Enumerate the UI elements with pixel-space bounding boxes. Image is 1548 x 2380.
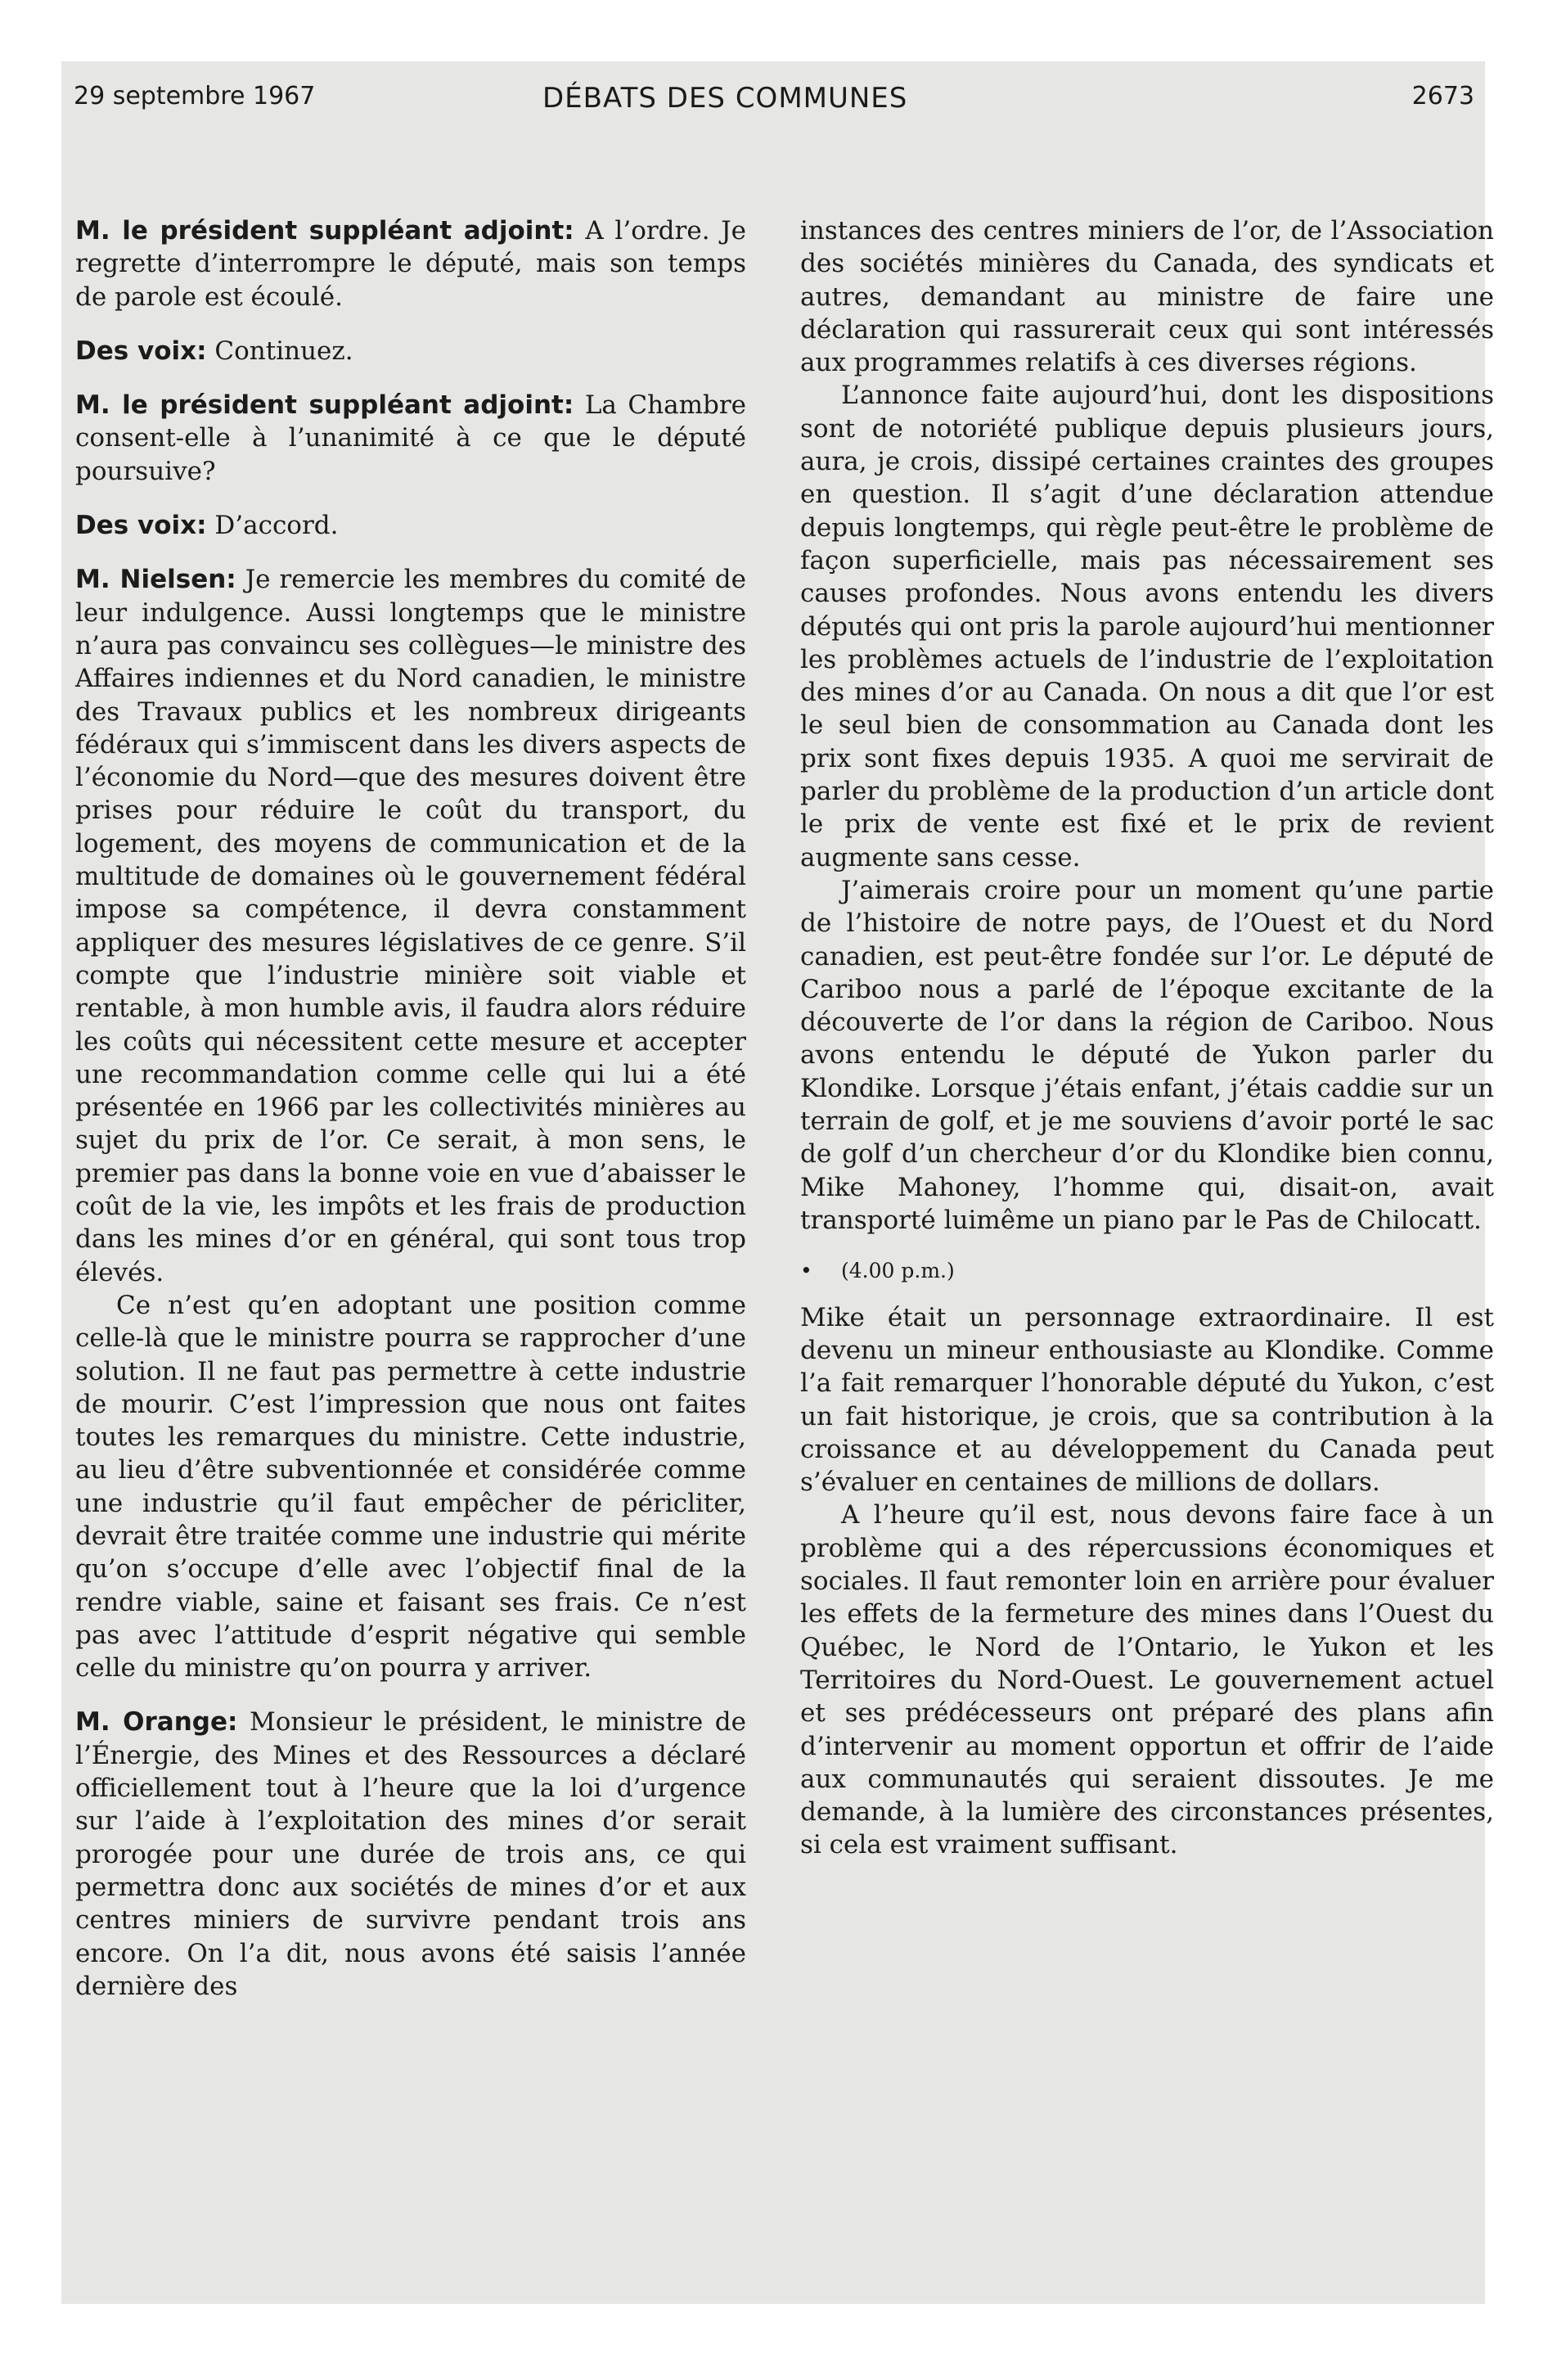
speaker-name: M. le président suppléant adjoint:	[75, 216, 574, 246]
time-text: (4.00 p.m.)	[841, 1259, 955, 1283]
speaker-name: M. Orange:	[75, 1707, 238, 1738]
paragraph	[75, 335, 746, 367]
paragraph	[800, 1499, 1494, 1861]
paragraph-text: Ce n’est qu’en adoptant une position comme celle-là que le ministre pourra se rapprocher d’une solution. Il ne faut pas permettre à cette industrie de mourir. C’est l’impression que nous ont faites toutes les remarques du ministre. Cette industrie, au lieu d’être subventionnée et considérée comme une industrie qu’il faut empêcher de péricliter, devrait être traitée comme une industrie qui mérite qu’on s’occupe d’elle avec l’objectif final de la rendre viable, saine et faisant ses frais. Ce n’est pas avec l’attitude d’esprit négative qui semble celle du ministre qu’on pourra y arriver.	[75, 1290, 746, 1684]
paragraph	[75, 509, 746, 542]
paragraph-text: Continuez.	[214, 336, 353, 366]
speaker-name: M. le président suppléant adjoint:	[75, 390, 574, 421]
paragraph-text: D’accord.	[214, 511, 339, 541]
bullet-icon: •	[800, 1259, 812, 1283]
paragraph	[800, 379, 1494, 873]
paragraph	[800, 874, 1494, 1237]
paragraph-text: J’aimerais croire pour un moment qu’une partie de l’histoire de notre pays, de l’Ouest et du Nord canadien, est peut-être fondée sur l’or. Le député de Cariboo nous a parlé de l’époque excitante de la découverte de l’or dans la région de Cariboo. Nous avons entendu le député de Yukon parler du Klondike. Lorsque j’étais enfant, j’étais caddie sur un terrain de golf, et je me souviens d’avoir porté le sac de golf d’un chercheur d’or du Klondike bien connu, Mike Mahoney, l’homme qui, disait-on, avait transporté luimême un piano par le Pas de Chilocatt.	[800, 875, 1494, 1235]
header-title: DÉBATS DES COMMUNES	[542, 82, 908, 115]
paragraph-text: Monsieur le président, le ministre de l’Énergie, des Mines et des Ressources a déclaré officiellement tout à l’heure que la loi d’urgence sur l’aide à l’exploitation des mines d’or serait prorogée pour une durée de trois ans, ce qui permettra donc aux sociétés de mines d’or et aux centres miniers de survivre pendant trois ans encore. On l’a dit, nous avons été saisis l’année dernière des	[75, 1707, 746, 2001]
paragraph	[75, 563, 746, 1289]
time-marker	[800, 1258, 1494, 1285]
paragraph-text: A l’heure qu’il est, nous devons faire face à un problème qui a des répercussions économiques et sociales. Il faut remonter loin en arrière pour évaluer les effets de la fermeture des mines dans l’Ouest du Québec, le Nord de l’Ontario, le Yukon et les Territoires du Nord-Ouest. Le gouvernement actuel et ses prédécesseurs ont préparé des plans afin d’intervenir au moment opportun et offrir de l’aide aux communautés qui seraient dissoutes. Je me demande, à la lumière des circonstances présentes, si cela est vraiment suffisant.	[800, 1500, 1494, 1860]
right-column	[800, 214, 1494, 1862]
speaker-name: Des voix:	[75, 511, 207, 541]
speaker-name: M. Nielsen:	[75, 565, 236, 595]
paragraph-text: A l’ordre. Je regrette d’interrompre le député, mais son temps de parole est écoulé.	[75, 216, 746, 312]
left-column	[75, 214, 746, 2003]
header-page-number: 2673	[1411, 82, 1474, 110]
paragraph	[800, 214, 1494, 379]
paragraph-text: Je remercie les membres du comité de leur indulgence. Aussi longtemps que le ministre n’aura pas convaincu ses collègues—le ministre des Affaires indiennes et du Nord canadien, le ministre des Travaux publics et les nombreux dirigeants fédéraux qui s’immiscent dans les divers aspects de l’économie du Nord—que des mesures doivent être prises pour réduire le coût du transport, du logement, des moyens de communication et de la multitude de domaines où le gouvernement fédéral impose sa compétence, il devra constamment appliquer des mesures législatives de ce genre. S’il compte que l’industrie minière soit viable et rentable, à mon humble avis, il faudra alors réduire les coûts qui nécessitent cette mesure et accepter une recommandation comme celle qui lui a été présentée en 1966 par les collectivités minières au sujet du prix de l’or. Ce serait, à mon sens, le premier pas dans la bonne voie en vue d’abaisser le coût de la vie, les impôts et les frais de production dans les mines d’or en général, qui sont tous trop élevés.	[75, 565, 746, 1287]
paragraph	[75, 1289, 746, 1685]
paragraph	[75, 214, 746, 313]
paragraph-text: La Chambre consent-elle à l’unanimité à ce que le député poursuive?	[75, 390, 747, 486]
page-header	[74, 82, 1474, 123]
paragraph-text: L’annonce faite aujourd’hui, dont les dispositions sont de notoriété publique depuis plusieurs jours, aura, je crois, dissipé certaines craintes des groupes en question. Il s’agit d’une déclaration attendue depuis longtemps, qui règle peut-être le problème de façon superficielle, mais pas nécessairement ses causes profondes. Nous avons entendu les divers députés qui ont pris la parole aujourd’hui mentionner les problèmes actuels de l’industrie de l’exploitation des mines d’or au Canada. On nous a dit que l’or est le seul bien de consommation au Canada dont les prix sont fixes depuis 1935. A quoi me servirait de parler du problème de la production d’un article dont le prix de vente est fixé et le prix de revient augmente sans cesse.	[800, 381, 1494, 872]
paragraph-text: instances des centres miniers de l’or, de l’Association des sociétés minières du Canada, des syndicats et autres, demandant au ministre de faire une déclaration qui rassurerait ceux qui sont intéressés aux programmes relatifs à ces diverses régions.	[800, 216, 1494, 378]
paragraph	[800, 1301, 1494, 1499]
header-date: 29 septembre 1967	[74, 82, 316, 110]
paragraph	[75, 1706, 746, 2003]
paragraph-text: Mike était un personnage extraordinaire. Il est devenu un mineur enthousiaste au Klondike. Comme l’a fait remarquer l’honorable député du Yukon, c’est un fait historique, je crois, que sa contribution à la croissance et au développement du Canada peut s’évaluer en centaines de millions de dollars.	[800, 1302, 1494, 1498]
paragraph	[75, 389, 746, 488]
speaker-name: Des voix:	[75, 336, 207, 366]
